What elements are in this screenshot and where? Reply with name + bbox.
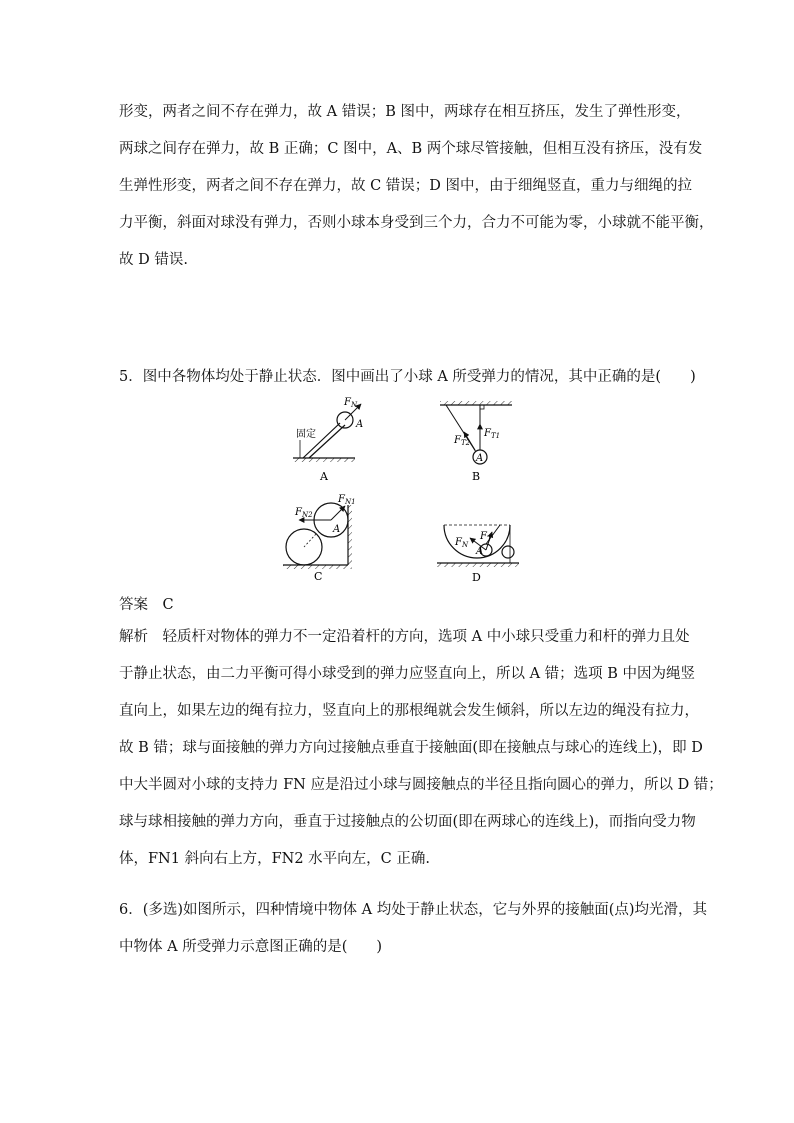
text-line: 5．图中各物体均处于静止状态．图中画出了小球 A 所受弹力的情况，其中正确的是( ): [119, 369, 696, 385]
figure-label: B: [472, 470, 481, 483]
text-line: 生弹性形变，两者之间不存在弹力，故 C 错误；D 图中，由于细绳竖直，重力与细绳的拉: [119, 178, 693, 194]
text-line: 两球之间存在弹力，故 B 正确；C 图中，A、B 两个球尽管接触，但相互没有挤压，没有发: [119, 141, 703, 157]
ball-label: A: [476, 546, 484, 557]
text-line: 解析 轻质杆对物体的弹力不一定沿着杆的方向，选项 A 中小球只受重力和杆的弹力且处: [119, 629, 690, 645]
text-line: 体，FN1 斜向右上方，FN2 水平向左，C 正确.: [119, 851, 430, 867]
force-n2-label: $F_{N2}$: [295, 507, 313, 519]
text-line: 中大半圆对小球的支持力 FN 应是沿过小球与圆接触点的半径且指向圆心的弹力，所以 D 错；: [119, 777, 723, 793]
text-line: 形变，两者之间不存在弹力，故 A 错误；B 图中，两球存在相互挤压，发生了弹性形变，: [119, 104, 691, 120]
text-line: 故 B 错；球与面接触的弹力方向过接触点垂直于接触面(即在接触点与球心的连线上)，即 D: [119, 740, 703, 756]
figure-label: D: [472, 571, 481, 584]
force-t2-label: $F_{T2}$: [454, 435, 471, 447]
figure-c: [283, 494, 356, 583]
text-line: 直向上，如果左边的绳有拉力，竖直向上的那根绳就会发生倾斜，所以左边的绳没有拉力，: [119, 703, 699, 719]
text-line: 于静止状态，由二力平衡可得小球受到的弹力应竖直向上，所以 A 错；选项 B 中因为绳竖: [119, 666, 696, 682]
force-n-label: $F_N$: [455, 537, 469, 549]
ball-label: A: [333, 524, 341, 535]
ball-label: A: [476, 453, 484, 464]
text-line: 球与球相接触的弹力方向，垂直于过接触点的公切面(即在两球心的连线上)，而指向受力物: [119, 814, 696, 830]
ball-label: A: [356, 419, 364, 430]
text-line: 6．(多选)如图所示，四种情境中物体 A 均处于静止状态，它与外界的接触面(点)均光滑，其: [119, 902, 708, 918]
fixed-label: 固定: [296, 429, 316, 440]
figure-label: A: [320, 470, 328, 483]
force-label: $F_N$: [344, 397, 358, 409]
force-t-label: $F_T$: [480, 531, 492, 543]
answer-text: 答案 C: [119, 597, 174, 613]
text-line: 故 D 错误.: [119, 252, 188, 268]
figure-label: C: [314, 570, 323, 583]
force-t1-label: $F_{T1}$: [484, 428, 501, 440]
figure-d: [437, 525, 519, 584]
text-line: 中物体 A 所受弹力示意图正确的是( ): [119, 939, 383, 955]
force-n1-label: $F_{N1}$: [338, 494, 356, 506]
figure-b: [440, 401, 512, 483]
figure-a: [293, 397, 363, 483]
text-line: 力平衡，斜面对球没有弹力，否则小球本身受到三个力，合力不可能为零，小球就不能平衡，: [119, 215, 714, 231]
